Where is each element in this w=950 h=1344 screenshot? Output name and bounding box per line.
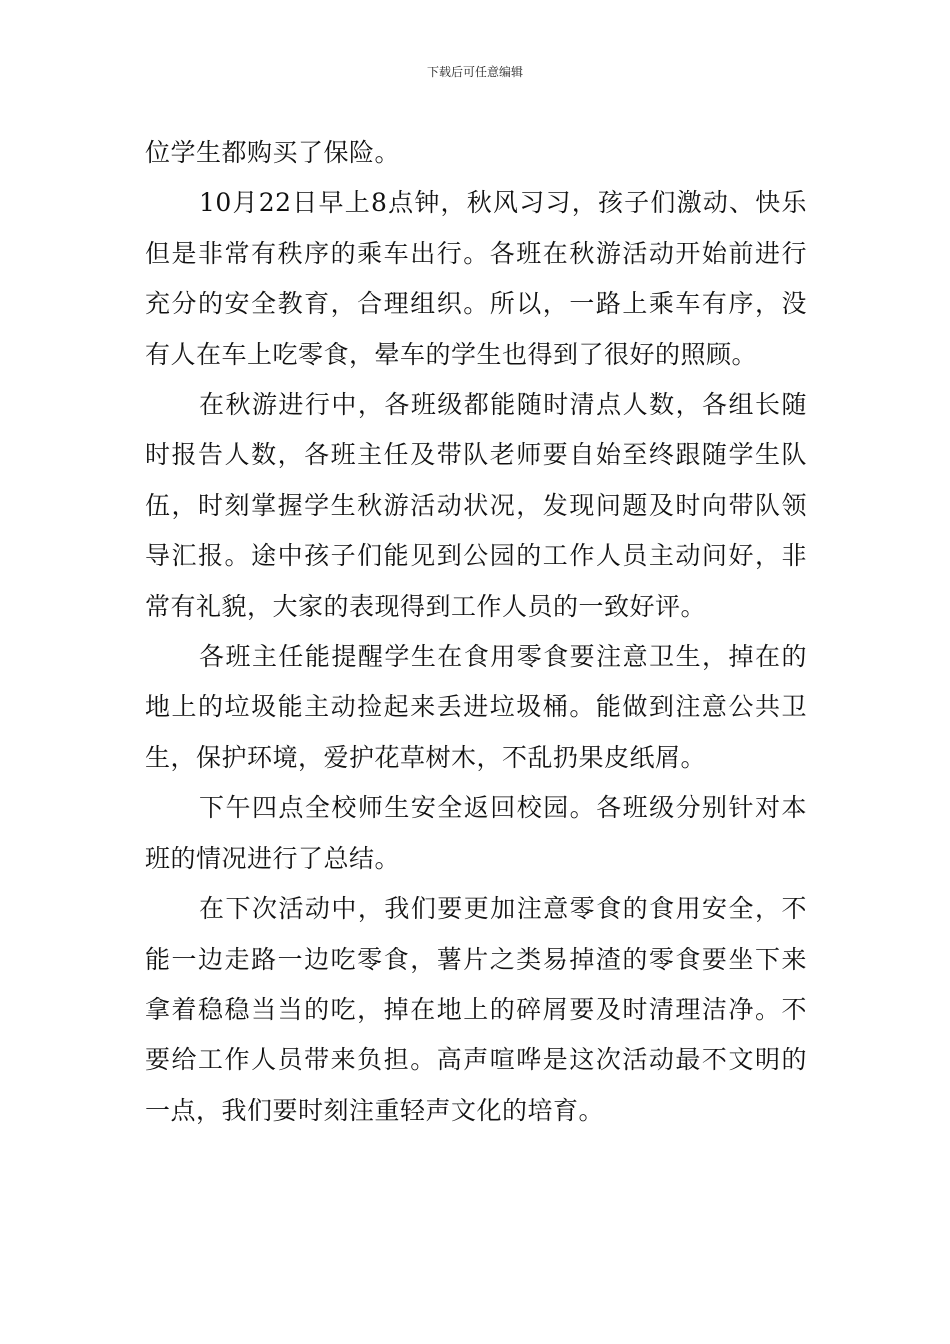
header-note: 下载后可任意编辑 (426, 65, 523, 79)
paragraph: 下午四点全校师生安全返回校园。各班级分别针对本班的情况进行了总结。 (145, 793, 807, 873)
paragraph: 位学生都购买了保险。 (145, 138, 401, 167)
paragraph: 在下次活动中，我们要更加注意零食的食用安全，不能一边走路一边吃零食，薯片之类易掉渣的零食要坐下来拿着稳稳当当的吃，掉在地上的碎屑要及时清理洁净。不要给工作人员带来负担。高声喧哗是这次活动最不文明的一点，我们要时刻注重轻声文化的培育。 (145, 894, 807, 1125)
paragraph: 各班主任能提醒学生在食用零食要注意卫生，掉在的地上的垃圾能主动捡起来丢进垃圾桶。能做到注意公共卫生，保护环境，爱护花草树木，不乱扔果皮纸屑。 (145, 642, 807, 772)
paragraph: 10月22日早上8点钟，秋风习习，孩子们激动、快乐但是非常有秩序的乘车出行。各班在秋游活动开始前进行充分的安全教育，合理组织。所以，一路上乘车有序，没有人在车上吃零食，晕车的学生也得到了很好的照顾。 (145, 188, 807, 369)
body-text (145, 128, 807, 1136)
paragraph: 在秋游进行中，各班级都能随时清点人数，各组长随时报告人数，各班主任及带队老师要自始至终跟随学生队伍，时刻掌握学生秋游活动状况，发现问题及时向带队领导汇报。途中孩子们能见到公园的工作人员主动问好，非常有礼貌，大家的表现得到工作人员的一致好评。 (145, 390, 807, 621)
